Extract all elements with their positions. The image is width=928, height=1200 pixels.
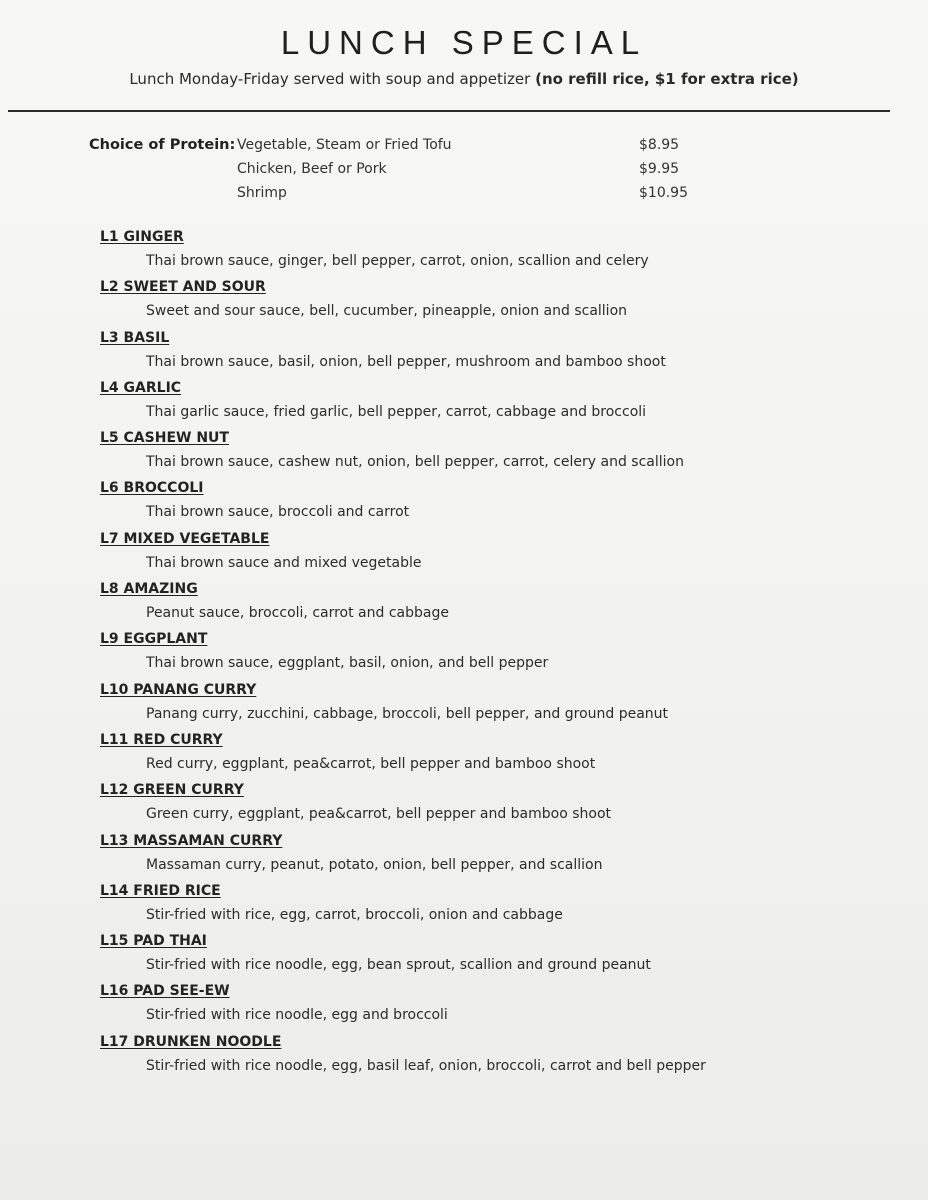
menu-item-name: L15 PAD THAI: [100, 933, 207, 950]
menu-item: [100, 682, 860, 732]
protein-option-price: $9.95: [639, 161, 680, 177]
menu-item-name: L5 CASHEW NUT: [100, 430, 229, 447]
protein-label: Choice of Protein:: [89, 137, 236, 153]
menu-item-description: Thai brown sauce, eggplant, basil, onion, and bell pepper: [146, 655, 549, 672]
menu-item: [100, 330, 860, 380]
menu-item-name: L14 FRIED RICE: [100, 882, 221, 899]
menu-item: [100, 581, 860, 631]
menu-item: [100, 279, 860, 329]
protein-option-price: $8.95: [639, 137, 680, 153]
menu-items-list: [100, 229, 860, 1084]
menu-item-name: L3 BASIL: [100, 329, 170, 346]
menu-item: [100, 531, 860, 581]
menu-item-description: Sweet and sour sauce, bell, cucumber, pineapple, onion and scallion: [146, 303, 628, 320]
protein-option: [237, 185, 697, 207]
menu-item-description: Stir-fried with rice noodle, egg and broccoli: [146, 1007, 448, 1024]
menu-item-description: Thai brown sauce, basil, onion, bell pepper, mushroom and bamboo shoot: [146, 353, 666, 370]
menu-item-name: L17 DRUNKEN NOODLE: [100, 1033, 282, 1050]
menu-item: [100, 732, 860, 782]
menu-item: [100, 883, 860, 933]
menu-item-name: L9 EGGPLANT: [100, 631, 208, 648]
menu-item-name: L7 MIXED VEGETABLE: [100, 530, 270, 547]
menu-item-description: Stir-fried with rice, egg, carrot, broccoli, onion and cabbage: [146, 906, 563, 923]
menu-item-description: Thai garlic sauce, fried garlic, bell pepper, carrot, cabbage and broccoli: [146, 403, 647, 420]
menu-item: [100, 480, 860, 530]
subtitle: [0, 70, 928, 88]
menu-item: [100, 430, 860, 480]
subtitle-plain: Lunch Monday-Friday served with soup and appetizer: [129, 70, 536, 88]
protein-option: [237, 161, 697, 183]
menu-item-name: L11 RED CURRY: [100, 731, 223, 748]
menu-item-name: L1 GINGER: [100, 229, 184, 245]
menu-item: [100, 631, 860, 681]
menu-item-description: Thai brown sauce, ginger, bell pepper, carrot, onion, scallion and celery: [146, 253, 649, 269]
menu-item-name: L10 PANANG CURRY: [100, 681, 257, 698]
protein-option-name: Vegetable, Steam or Fried Tofu: [237, 137, 452, 153]
menu-item-name: L13 MASSAMAN CURRY: [100, 832, 283, 849]
protein-option: [237, 137, 697, 159]
subtitle-rice-note: (no refill rice, $1 for extra rice): [535, 70, 799, 88]
menu-item: [100, 380, 860, 430]
menu-item-name: L16 PAD SEE-EW: [100, 983, 230, 1000]
menu-item: [100, 933, 860, 983]
header-divider: [8, 110, 890, 112]
menu-item-description: Peanut sauce, broccoli, carrot and cabbage: [146, 605, 449, 622]
protein-option-name: Chicken, Beef or Pork: [237, 161, 387, 177]
menu-item-description: Panang curry, zucchini, cabbage, broccoli, bell pepper, and ground peanut: [146, 705, 669, 722]
protein-option-price: $10.95: [639, 185, 688, 201]
menu-item-description: Massaman curry, peanut, potato, onion, bell pepper, and scallion: [146, 856, 603, 873]
menu-item-name: L8 AMAZING: [100, 581, 198, 598]
menu-item: [100, 983, 860, 1033]
menu-item-description: Green curry, eggplant, pea&carrot, bell pepper and bamboo shoot: [146, 806, 612, 823]
menu-item-description: Thai brown sauce, cashew nut, onion, bell pepper, carrot, celery and scallion: [146, 454, 684, 471]
menu-item-name: L12 GREEN CURRY: [100, 782, 244, 799]
menu-item: [100, 229, 860, 279]
menu-item-name: L6 BROCCOLI: [100, 480, 204, 497]
menu-item-description: Stir-fried with rice noodle, egg, bean sprout, scallion and ground peanut: [146, 957, 651, 974]
menu-item-name: L4 GARLIC: [100, 379, 182, 396]
menu-item-description: Red curry, eggplant, pea&carrot, bell pepper and bamboo shoot: [146, 755, 596, 772]
menu-item: [100, 1034, 860, 1084]
page-title: LUNCH SPECIAL: [280, 24, 648, 61]
protein-option-name: Shrimp: [237, 185, 287, 201]
menu-item-description: Stir-fried with rice noodle, egg, basil leaf, onion, broccoli, carrot and bell pepper: [146, 1057, 706, 1074]
menu-item-name: L2 SWEET AND SOUR: [100, 279, 266, 296]
menu-item-description: Thai brown sauce and mixed vegetable: [146, 554, 422, 571]
menu-item: [100, 782, 860, 832]
menu-item-description: Thai brown sauce, broccoli and carrot: [146, 504, 410, 521]
menu-item: [100, 833, 860, 883]
